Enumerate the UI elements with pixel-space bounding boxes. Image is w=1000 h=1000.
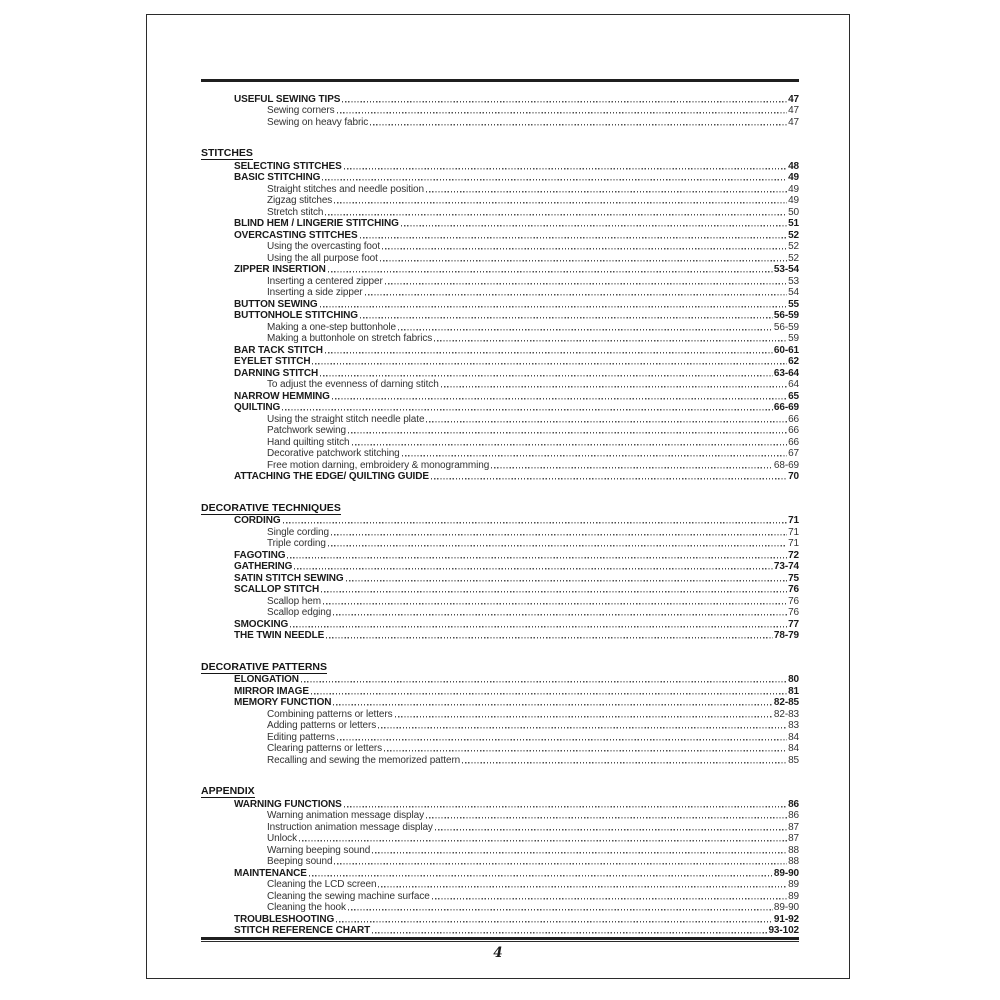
toc-entry-page: 84 xyxy=(788,731,799,743)
toc-entry xyxy=(201,252,799,264)
toc-entry xyxy=(201,867,799,879)
dot-leader xyxy=(333,698,773,708)
toc-entry xyxy=(201,459,799,471)
toc-entry-label: To adjust the evenness of darning stitch xyxy=(267,379,439,390)
toc-entry xyxy=(201,425,799,437)
toc-entry-page: 65 xyxy=(788,390,799,402)
toc-entry xyxy=(201,344,799,356)
toc-entry-label: Warning animation message display xyxy=(267,810,424,821)
toc-entry xyxy=(201,471,799,483)
dot-leader xyxy=(352,438,788,448)
toc-entry-label: ELONGATION xyxy=(234,674,299,685)
dot-leader xyxy=(378,721,787,731)
toc-entry-label: QUILTING xyxy=(234,402,281,413)
dot-leader xyxy=(346,574,787,584)
toc-entry-page: 48 xyxy=(788,160,799,172)
dot-leader xyxy=(426,415,787,425)
dot-leader xyxy=(337,733,787,743)
toc-entry xyxy=(201,264,799,276)
toc-section-heading-label: DECORATIVE TECHNIQUES xyxy=(201,501,341,514)
toc-section-heading xyxy=(201,786,799,799)
toc-entry-label: SCALLOP STITCH xyxy=(234,584,320,595)
toc-entry-page: 70 xyxy=(788,471,799,482)
toc-entry-page: 64 xyxy=(788,379,799,390)
toc-entry-page: 63-64 xyxy=(773,367,799,379)
toc-entry xyxy=(201,833,799,845)
toc-entry xyxy=(201,607,799,619)
toc-entry-label: Using the all purpose foot xyxy=(267,252,378,264)
toc-entry-page: 93-102 xyxy=(768,925,799,936)
toc-section-heading-label: APPENDIX xyxy=(201,785,255,797)
toc-entry xyxy=(201,356,799,368)
dot-leader xyxy=(435,823,787,833)
dot-leader xyxy=(334,857,787,867)
toc-entry-label: SATIN STITCH SEWING xyxy=(234,572,344,584)
toc-entry-page: 55 xyxy=(788,298,799,310)
toc-entry-label: Cleaning the LCD screen xyxy=(267,879,377,890)
dot-leader xyxy=(336,915,773,925)
toc-entry-label: THE TWIN NEEDLE xyxy=(234,630,325,641)
toc-entry-page: 89-90 xyxy=(773,902,799,913)
toc-entry xyxy=(201,798,799,810)
toc-entry xyxy=(201,538,799,550)
toc-entry xyxy=(201,526,799,538)
toc-entry-page: 67 xyxy=(788,448,799,459)
toc-entry-page: 59 xyxy=(788,333,799,344)
toc-entry-page: 52 xyxy=(788,241,799,252)
dot-leader xyxy=(431,472,787,482)
toc-entry-page: 76 xyxy=(788,607,799,618)
toc-entry-page: 60-61 xyxy=(773,344,799,356)
toc-entry-label: Using the straight stitch needle plate xyxy=(267,413,425,425)
toc-entry-label: Adding patterns or letters xyxy=(267,720,377,731)
dot-leader xyxy=(360,231,787,241)
toc-entry-page: 87 xyxy=(788,833,799,844)
toc-entry xyxy=(201,754,799,766)
dot-leader xyxy=(326,631,773,641)
toc-entry-page: 77 xyxy=(788,618,799,630)
dot-leader xyxy=(299,834,787,844)
toc-entry-label: Hand quilting stitch xyxy=(267,436,350,448)
page-number: 4 xyxy=(493,945,503,961)
toc-entry-label: Making a buttonhole on stretch fabrics xyxy=(267,333,433,344)
toc-entry-label: Decorative patchwork stitching xyxy=(267,448,400,459)
toc-entry-label: ZIPPER INSERTION xyxy=(234,264,326,275)
toc-entry-page: 66-69 xyxy=(773,402,799,413)
toc-entry-label: MAINTENANCE xyxy=(234,867,307,879)
toc-entry-label: Making a one-step buttonhole xyxy=(267,321,396,333)
toc-entry-page: 88 xyxy=(788,844,799,856)
toc-entry-page: 47 xyxy=(788,93,799,105)
toc-entry-page: 49 xyxy=(788,195,799,206)
toc-entry-label: Recalling and sewing the memorized pattern xyxy=(267,754,461,766)
footer-rule-thin xyxy=(201,941,799,942)
dot-leader xyxy=(348,426,787,436)
toc-entry xyxy=(201,275,799,287)
toc-entry-page: 49 xyxy=(788,172,799,183)
toc-entry xyxy=(201,890,799,902)
toc-section xyxy=(201,148,799,483)
dot-leader xyxy=(325,346,773,356)
dot-leader xyxy=(321,585,787,595)
toc-entry-page: 50 xyxy=(788,206,799,218)
dot-leader xyxy=(320,300,788,310)
manual-page xyxy=(146,14,850,979)
toc-entry xyxy=(201,333,799,345)
toc-entry-label: BUTTONHOLE STITCHING xyxy=(234,310,358,321)
toc-entry-label: DARNING STITCH xyxy=(234,367,319,379)
toc-entry-label: MIRROR IMAGE xyxy=(234,685,309,697)
toc-entry-label: Straight stitches and needle position xyxy=(267,183,424,195)
footer-rule-thick xyxy=(201,937,799,940)
dot-leader xyxy=(309,869,773,879)
toc-entry xyxy=(201,310,799,322)
toc-entry-page: 87 xyxy=(788,821,799,833)
toc-entry-page: 66 xyxy=(788,413,799,425)
toc-entry xyxy=(201,572,799,584)
toc-section xyxy=(201,786,799,937)
toc-entry-label: Scallop edging xyxy=(267,607,332,618)
toc-entry-page: 71 xyxy=(788,515,799,526)
toc-entry xyxy=(201,515,799,527)
toc-entry-page: 89 xyxy=(788,890,799,902)
toc-entry-label: NARROW HEMMING xyxy=(234,390,330,402)
toc-entry-label: GATHERING xyxy=(234,561,293,572)
toc-entry xyxy=(201,160,799,172)
dot-leader xyxy=(325,208,787,218)
toc-entry-page: 53-54 xyxy=(773,264,799,275)
toc-entry-label: Unlock xyxy=(267,833,297,844)
toc-section-heading xyxy=(201,661,799,674)
toc-entry xyxy=(201,584,799,596)
toc-entry xyxy=(201,183,799,195)
dot-leader xyxy=(372,926,767,936)
toc-entry-label: Patchwork sewing xyxy=(267,425,346,436)
toc-entry-page: 86 xyxy=(788,810,799,821)
toc-entry-label: Cleaning the sewing machine surface xyxy=(267,890,430,902)
toc-entry-label: Clearing patterns or letters xyxy=(267,743,383,754)
dot-leader xyxy=(344,800,787,810)
toc-entry xyxy=(201,810,799,822)
toc-entry-label: Triple cording xyxy=(267,538,326,549)
dot-leader xyxy=(401,219,787,229)
toc-entry-label: Using the overcasting foot xyxy=(267,241,381,252)
toc-entry-label: WARNING FUNCTIONS xyxy=(234,798,342,810)
toc-section-heading-label: DECORATIVE PATTERNS xyxy=(201,660,328,673)
toc-entry-page: 81 xyxy=(788,685,799,697)
dot-leader xyxy=(312,357,787,367)
toc-entry-page: 83 xyxy=(788,720,799,731)
toc-entry xyxy=(201,743,799,755)
toc-entry-page: 76 xyxy=(788,595,799,607)
dot-leader xyxy=(385,277,787,287)
toc-entry-page: 73-74 xyxy=(773,561,799,572)
toc-entry xyxy=(201,674,799,686)
dot-leader xyxy=(382,242,787,252)
toc-entry-label: OVERCASTING STITCHES xyxy=(234,229,358,241)
toc-entry-page: 56-59 xyxy=(773,321,799,333)
toc-section-heading xyxy=(201,148,799,161)
toc-entry xyxy=(201,195,799,207)
toc-entry-label: FAGOTING xyxy=(234,549,286,561)
toc-entry-page: 91-92 xyxy=(773,913,799,925)
toc-section xyxy=(201,661,799,766)
toc-entry-page: 82-85 xyxy=(773,697,799,708)
dot-leader xyxy=(432,892,787,902)
dot-leader xyxy=(395,710,773,720)
dot-leader xyxy=(384,744,787,754)
dot-leader xyxy=(426,811,787,821)
toc-entry-page: 78-79 xyxy=(773,630,799,641)
dot-leader xyxy=(380,254,787,264)
toc-entry-page: 82-83 xyxy=(773,708,799,720)
toc-section xyxy=(201,93,799,128)
toc-entry-page: 84 xyxy=(788,743,799,754)
dot-leader xyxy=(290,620,787,630)
toc-entry-page: 76 xyxy=(788,584,799,595)
toc-entry-page: 47 xyxy=(788,116,799,128)
dot-leader xyxy=(301,675,787,685)
toc-entry xyxy=(201,229,799,241)
toc-entry xyxy=(201,844,799,856)
toc-entry xyxy=(201,856,799,868)
toc-entry-label: Sewing corners xyxy=(267,105,335,116)
toc-entry-label: Beeping sound xyxy=(267,856,333,867)
toc-entry-label: MEMORY FUNCTION xyxy=(234,697,332,708)
toc-entry-label: Warning beeping sound xyxy=(267,844,371,856)
toc-entry-label: Zigzag stitches xyxy=(267,195,333,206)
dot-leader xyxy=(332,392,787,402)
toc-entry-page: 72 xyxy=(788,549,799,561)
toc-entry-label: STITCH REFERENCE CHART xyxy=(234,925,371,936)
dot-leader xyxy=(282,403,773,413)
toc-entry-label: SMOCKING xyxy=(234,618,289,630)
toc-entry xyxy=(201,206,799,218)
toc-entry-page: 53 xyxy=(788,275,799,287)
toc-entry-label: BASIC STITCHING xyxy=(234,172,321,183)
toc-entry xyxy=(201,731,799,743)
toc-entry-page: 66 xyxy=(788,425,799,436)
toc-entry-label: USEFUL SEWING TIPS xyxy=(234,93,341,105)
toc-entry-label: SELECTING STITCHES xyxy=(234,160,342,172)
dot-leader xyxy=(441,380,787,390)
toc-section-heading-label: STITCHES xyxy=(201,147,253,159)
toc-entry xyxy=(201,720,799,732)
dot-leader xyxy=(434,334,787,344)
toc-entry xyxy=(201,367,799,379)
dot-leader xyxy=(283,516,788,526)
toc-entry-label: Stretch stitch xyxy=(267,206,324,218)
toc-entry-page: 54 xyxy=(788,287,799,298)
toc-entry xyxy=(201,287,799,299)
toc-entry-page: 88 xyxy=(788,856,799,867)
toc-entry-page: 52 xyxy=(788,229,799,241)
toc-entry xyxy=(201,902,799,914)
toc-entry-label: ATTACHING THE EDGE/ QUILTING GUIDE xyxy=(234,471,429,482)
toc-entry-label: EYELET STITCH xyxy=(234,356,311,367)
toc-entry xyxy=(201,708,799,720)
toc-entry xyxy=(201,925,799,937)
toc-entry-page: 89-90 xyxy=(773,867,799,879)
footer-rule xyxy=(201,937,799,942)
toc-entry xyxy=(201,448,799,460)
dot-leader xyxy=(426,185,787,195)
toc-entry xyxy=(201,879,799,891)
dot-leader xyxy=(342,95,787,105)
toc-entry xyxy=(201,561,799,573)
dot-leader xyxy=(370,118,787,128)
dot-leader xyxy=(365,288,788,298)
toc-entry xyxy=(201,549,799,561)
toc-entry-page: 71 xyxy=(788,526,799,538)
toc-entry-page: 71 xyxy=(788,538,799,549)
toc-entry-page: 75 xyxy=(788,572,799,584)
toc-entry xyxy=(201,241,799,253)
toc-entry xyxy=(201,618,799,630)
toc-entry-label: Cleaning the hook xyxy=(267,902,346,913)
toc-entry-label: BAR TACK STITCH xyxy=(234,344,323,356)
dot-leader xyxy=(337,106,788,116)
toc-entry-page: 49 xyxy=(788,183,799,195)
toc-entry-label: CORDING xyxy=(234,515,281,526)
toc-entry-label: Instruction animation message display xyxy=(267,821,433,833)
toc-entry-label: Scallop hem xyxy=(267,595,321,607)
toc-entry-label: Editing patterns xyxy=(267,731,335,743)
dot-leader xyxy=(328,539,787,549)
toc-entry xyxy=(201,595,799,607)
toc-entry-label: BLIND HEM / LINGERIE STITCHING xyxy=(234,218,399,229)
toc-entry xyxy=(201,436,799,448)
toc-entry-page: 89 xyxy=(788,879,799,890)
toc-entry-page: 80 xyxy=(788,674,799,685)
dot-leader xyxy=(398,323,773,333)
dot-leader xyxy=(311,687,787,697)
dot-leader xyxy=(320,369,773,379)
toc-entry xyxy=(201,913,799,925)
toc-entry xyxy=(201,390,799,402)
dot-leader xyxy=(328,265,773,275)
toc-entry-page: 85 xyxy=(788,754,799,766)
toc-entry-label: Inserting a centered zipper xyxy=(267,275,383,287)
toc-entry-label: Combining patterns or letters xyxy=(267,708,393,720)
toc-entry xyxy=(201,218,799,230)
dot-leader xyxy=(331,528,787,538)
dot-leader xyxy=(294,562,773,572)
toc-section-heading xyxy=(201,502,799,515)
dot-leader xyxy=(323,597,787,607)
toc-entry xyxy=(201,321,799,333)
dot-leader xyxy=(360,311,773,321)
dot-leader xyxy=(372,846,787,856)
toc-entry-label: BUTTON SEWING xyxy=(234,298,318,310)
dot-leader xyxy=(334,196,787,206)
toc-entry-page: 86 xyxy=(788,798,799,810)
toc-entry xyxy=(201,697,799,709)
dot-leader xyxy=(322,173,787,183)
toc-entry xyxy=(201,93,799,105)
toc-entry xyxy=(201,413,799,425)
toc-entry xyxy=(201,298,799,310)
toc-entry-page: 56-59 xyxy=(773,310,799,321)
toc-entry-page: 62 xyxy=(788,356,799,367)
dot-leader xyxy=(333,608,787,618)
toc-entry xyxy=(201,105,799,117)
dot-leader xyxy=(491,461,773,471)
dot-leader xyxy=(378,880,787,890)
toc-entry-label: Free motion darning, embroidery & monogramming xyxy=(267,459,490,471)
dot-leader xyxy=(287,551,787,561)
dot-leader xyxy=(344,162,787,172)
toc-entry-label: Inserting a side zipper xyxy=(267,287,363,298)
toc-entry xyxy=(201,116,799,128)
toc-entry-page: 51 xyxy=(788,218,799,229)
toc-section xyxy=(201,502,799,641)
toc-entry xyxy=(201,685,799,697)
dot-leader xyxy=(462,756,787,766)
dot-leader xyxy=(402,449,787,459)
toc-entry-page: 52 xyxy=(788,252,799,264)
toc-entry-label: Sewing on heavy fabric xyxy=(267,116,369,128)
toc-entry xyxy=(201,379,799,391)
toc-entry-label: TROUBLESHOOTING xyxy=(234,913,335,925)
toc-entry-page: 68-69 xyxy=(773,459,799,471)
toc-entry xyxy=(201,172,799,184)
header-rule xyxy=(201,79,799,82)
toc-entry xyxy=(201,402,799,414)
toc-entry-page: 66 xyxy=(788,436,799,448)
table-of-contents xyxy=(201,93,799,936)
dot-leader xyxy=(348,903,773,913)
toc-entry xyxy=(201,630,799,642)
toc-entry xyxy=(201,821,799,833)
toc-entry-label: Single cording xyxy=(267,526,329,538)
toc-entry-page: 47 xyxy=(788,105,799,116)
